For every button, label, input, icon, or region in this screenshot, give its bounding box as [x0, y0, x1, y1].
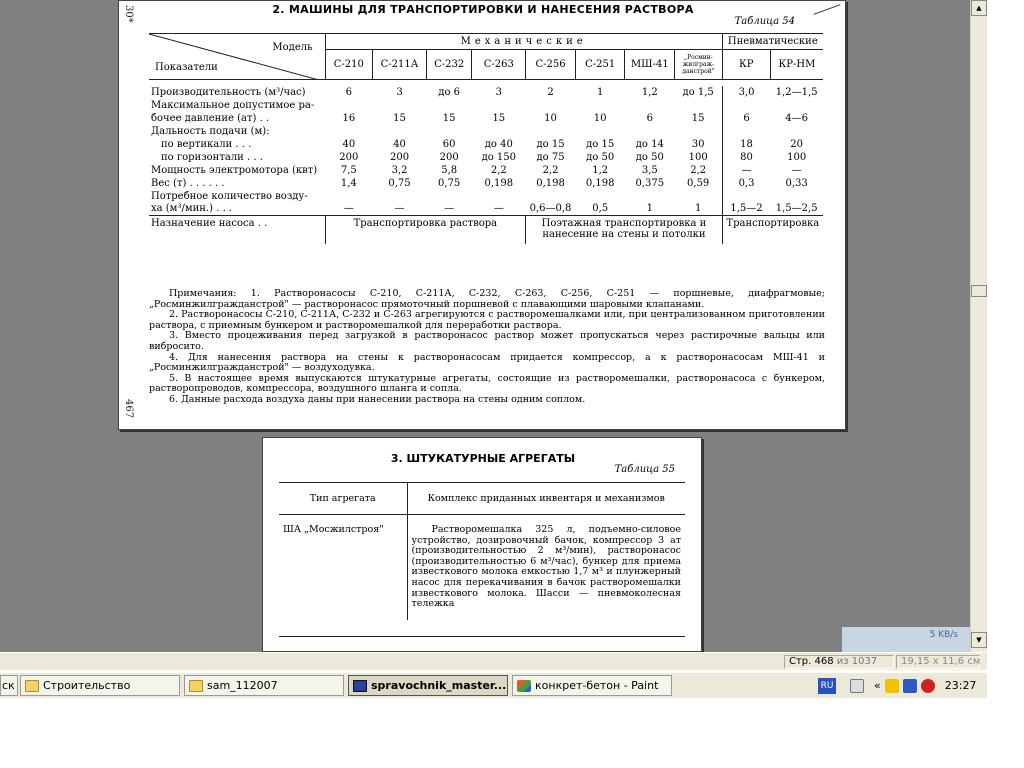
cell-value: 1,2—1,5 — [775, 86, 818, 98]
scroll-down-button[interactable]: ▼ — [971, 632, 987, 648]
table-row — [149, 151, 823, 164]
taskbar-item-spravochnik[interactable] — [348, 675, 508, 696]
cell-value: 1,4 — [340, 177, 357, 189]
row-label: по горизонтали . . . — [161, 151, 263, 163]
cell-value: 3,2 — [391, 164, 408, 176]
row-label: Дальность подачи (м): — [151, 125, 270, 137]
taskbar-item-label: ск — [2, 679, 15, 692]
cell-value — [675, 190, 723, 203]
table-row — [149, 190, 823, 203]
aggregate-description: Растворомешалка 325 л, подъемно-силовое устройство, дозировочный бачок, компрессор 3 ат (производительностью 2 м³/мин), растворонасос (производительностью 6 м³/час), бункер для приема известкового молока емкостью 1,7 м³ и плунжерный насос для перекачивания в бачок растворомешалки известкового молока. Шасси — пневмоколесная тележка — [407, 515, 685, 620]
power-icon[interactable] — [885, 679, 899, 693]
table-caption: Таблица 54 — [734, 16, 795, 27]
cell-value — [472, 125, 526, 138]
table-row — [149, 203, 823, 216]
cell-value — [526, 125, 576, 138]
cell-value: 2,2 — [542, 164, 559, 176]
row-label: бочее давление (ат) . . — [151, 112, 270, 124]
cell-value — [722, 190, 770, 203]
cell-value: 0,75 — [388, 177, 411, 189]
cell-value — [675, 125, 723, 138]
cell-value: 4—6 — [785, 112, 809, 124]
header-model: С-210 — [325, 50, 373, 80]
table-row — [149, 164, 823, 177]
cell-value: до 15 — [536, 138, 565, 150]
header-model: С-263 — [472, 50, 526, 80]
header-model: С-211А — [373, 50, 427, 80]
cell-value: 200 — [439, 151, 459, 163]
page-side-mark-bottom: 467 — [123, 399, 134, 419]
cell-value: 1 — [646, 203, 653, 215]
cell-value — [625, 190, 675, 203]
cell-value: 200 — [389, 151, 410, 163]
section-title: 2. МАШИНЫ ДЛЯ ТРАНСПОРТИРОВКИ И НАНЕСЕНИЯ РАСТВОРА — [272, 3, 694, 16]
taskbar-item-sam[interactable] — [184, 675, 344, 696]
header-model: С-232 — [426, 50, 472, 80]
header-model: МШ-41 — [625, 50, 675, 80]
cell-value: 20 — [790, 138, 804, 150]
cell-value: — — [722, 164, 770, 177]
cell-value: 3 — [396, 86, 403, 98]
cell-value: 1 — [596, 86, 604, 98]
cell-value: — — [791, 164, 802, 176]
cell-value: 0,198 — [536, 177, 565, 189]
cell-value — [722, 99, 770, 112]
table-caption: Таблица 55 — [614, 464, 675, 475]
table-row — [149, 86, 823, 99]
cell-value: 10 — [544, 112, 557, 124]
cell-value — [426, 190, 472, 203]
page-total: из 1037 — [836, 656, 878, 667]
row-label: Максимальное допустимое ра- — [151, 99, 315, 111]
cell-value: 100 — [787, 151, 807, 163]
cell-value — [575, 125, 625, 138]
column-header: Тип агрегата — [279, 483, 407, 515]
page-side-mark-top: 30* — [123, 5, 134, 23]
cell-value: 2,2 — [690, 164, 707, 176]
cell-value: 0,33 — [785, 177, 808, 189]
cell-value: до 1,5 — [682, 86, 714, 98]
cell-value: 15 — [393, 112, 406, 124]
section-title: 3. ШТУКАТУРНЫЕ АГРЕГАТЫ — [390, 452, 576, 465]
cell-value — [426, 99, 472, 112]
cell-value — [426, 125, 472, 138]
taskbar — [0, 672, 987, 698]
cell-value — [373, 125, 427, 138]
cell-value: 0,59 — [687, 177, 710, 189]
page-current: Стр. 468 — [789, 656, 834, 667]
cell-value — [472, 190, 526, 203]
cell-value: до 150 — [481, 151, 517, 163]
cell-value: 60 — [442, 138, 456, 150]
vertical-scrollbar[interactable] — [970, 0, 987, 652]
language-indicator[interactable]: RU — [818, 678, 836, 694]
cell-value — [526, 99, 576, 112]
note-paragraph: 5. В настоящее время выпускаются штукатурные агрегаты, состоящие из растворомешалки, растворонасоса с бункером, растворопроводов, компрессора, воздушного шланга и сопла. — [149, 372, 825, 395]
cell-value: 2,2 — [490, 164, 507, 176]
cell-value: 1 — [694, 203, 702, 215]
cell-value: 15 — [442, 112, 456, 124]
cell-value — [325, 190, 373, 203]
row-label: Мощность электромотора (квт) — [151, 164, 318, 176]
status-bar — [0, 652, 987, 670]
cell-value — [325, 125, 373, 138]
desktop-background — [987, 0, 1024, 698]
cell-value: — — [394, 203, 405, 215]
cell-value: — — [444, 203, 455, 215]
cell-value: 0,198 — [484, 177, 514, 189]
cell-value — [675, 99, 723, 112]
purpose-cell: Транспортировка раствора — [325, 216, 526, 244]
aggregate-type: ША „Мосжилстроя" — [283, 524, 384, 535]
cell-value — [472, 99, 526, 112]
cell-value: 15 — [492, 112, 506, 124]
purpose-cell: Транспортировка — [722, 216, 823, 244]
cell-value: до 14 — [635, 138, 664, 150]
cell-value: — — [493, 203, 504, 215]
header-model-label: Модель — [272, 42, 313, 53]
header-group-mechanical: Механические — [325, 34, 722, 50]
page-indicator[interactable] — [784, 655, 894, 669]
keyboard-icon[interactable] — [850, 679, 864, 693]
cell-value: 3,0 — [722, 86, 770, 99]
header-model: „Росмин-жилграж-данстрой" — [675, 50, 723, 80]
cell-value: 15 — [691, 112, 705, 124]
header-indicators-label: Показатели — [155, 62, 218, 73]
note-paragraph: 6. Данные расхода воздуха даны при нанесении раствора на стены одним соплом. — [169, 393, 586, 405]
table-divider — [279, 636, 685, 637]
cell-value: до 40 — [484, 138, 513, 150]
cell-value: 80 — [722, 151, 770, 164]
taskbar-item-label: sam_112007 — [207, 679, 278, 692]
paint-icon — [517, 680, 531, 692]
scroll-up-button[interactable]: ▲ — [971, 0, 987, 16]
cell-value: до 50 — [586, 151, 615, 163]
folder-icon — [25, 680, 39, 692]
show-hidden-icons-button[interactable]: « — [874, 679, 881, 692]
cell-value — [373, 190, 427, 203]
page-size: 19,15 x 11,6 см — [896, 655, 980, 669]
cell-value: 3,5 — [641, 164, 658, 176]
network-meter — [842, 627, 970, 652]
column-header: Комплекс приданных инвентаря и механизмов — [407, 483, 685, 515]
machines-table — [149, 33, 823, 244]
cell-value — [625, 99, 675, 112]
cell-value: 3 — [495, 86, 502, 98]
cell-value — [526, 190, 576, 203]
table-row — [149, 125, 823, 138]
cell-value: 200 — [339, 151, 359, 163]
cell-value: 1,2 — [641, 86, 658, 98]
network-graph — [848, 645, 948, 652]
table-row — [149, 138, 823, 151]
cell-value: 1,5—2,5 — [775, 203, 818, 215]
cell-value: 16 — [342, 112, 356, 124]
cell-value: 0,5 — [592, 203, 609, 215]
cell-value: 18 — [722, 138, 770, 151]
diagonal-line — [149, 34, 319, 80]
aggregates-table — [279, 482, 685, 620]
desktop-background — [0, 698, 1024, 768]
header-model: С-251 — [575, 50, 625, 80]
cell-value: до 50 — [635, 151, 664, 163]
purpose-cell: Поэтажная транспортировка и нанесение на стены и потолки — [526, 216, 723, 244]
cell-value: 0,198 — [585, 177, 615, 189]
cell-value: 6 — [722, 112, 770, 125]
clock[interactable]: 23:27 — [944, 679, 977, 692]
cell-value: — — [343, 203, 354, 215]
cell-value: 40 — [393, 138, 406, 150]
header-model: КР — [722, 50, 770, 80]
taskbar-item-label: spravochnik_master... — [371, 679, 507, 692]
table-body — [149, 80, 823, 244]
cell-value: 30 — [691, 138, 705, 150]
cell-value: 1,5—2 — [722, 203, 770, 216]
cell-value — [575, 99, 625, 112]
cell-value — [770, 99, 823, 112]
network-rate: 5 KB/s — [929, 630, 958, 640]
notes — [149, 289, 825, 406]
table-row — [149, 177, 823, 190]
purpose-row — [149, 216, 823, 244]
cell-value: 10 — [593, 112, 607, 124]
header-corner — [149, 34, 325, 80]
cell-value: 1,2 — [592, 164, 609, 176]
cell-value — [770, 125, 823, 138]
cell-value — [325, 99, 373, 112]
cell-value: 6 — [345, 86, 353, 98]
row-label: Производительность (м³/час) — [151, 86, 306, 98]
document-page-1 — [118, 0, 846, 430]
cell-value: 0,75 — [438, 177, 461, 189]
taskbar-item-label: конкрет-бетон - Paint — [535, 679, 659, 692]
note-paragraph: Примечания: 1. Растворонасосы С-210, С-211А, С-232, С-263, С-256, С-251 — поршневые, диафрагмовые; „Росминжилгражданстрой" — растворонасос прямоточный поршневой с плавающими шаровыми клапанами. — [149, 288, 825, 310]
header-model: С-256 — [526, 50, 576, 80]
warning-icon[interactable] — [903, 679, 917, 693]
note-paragraph: 3. Вместо процеживания перед загрузкой в растворонасос раствор может пропускаться через растирочные вальцы или вибросито. — [149, 330, 825, 352]
cell-value: 0,375 — [635, 177, 665, 189]
cell-value: до 6 — [438, 86, 461, 98]
table-row — [149, 99, 823, 112]
cell-value: 0,3 — [722, 177, 770, 190]
row-label: ха (м³/мин.) . . . — [151, 203, 233, 215]
table-row — [149, 112, 823, 125]
taskbar-item-label: Строительство — [43, 679, 131, 692]
cell-value — [770, 190, 823, 203]
cell-value — [722, 125, 770, 138]
note-paragraph: 4. Для нанесения раствора на стены к растворонасосам придается компрессор, а к растворонасосам МШ-41 и „Росминжилгражданстрой" — воздуходувка. — [149, 351, 825, 374]
taskbar-item-construction[interactable] — [20, 675, 180, 696]
row-label: Назначение насоса . . — [149, 216, 325, 244]
cell-value — [575, 190, 625, 203]
cell-value — [625, 125, 675, 138]
cell-value: до 75 — [536, 151, 565, 163]
cell-value: до 15 — [586, 138, 615, 150]
folder-icon — [189, 680, 203, 692]
row-label: по вертикали . . . — [161, 138, 252, 150]
document-page-2 — [262, 437, 702, 652]
taskbar-item-start[interactable] — [0, 675, 18, 696]
cell-value: 40 — [342, 138, 356, 150]
scroll-thumb[interactable] — [971, 285, 987, 297]
note-paragraph: 2. Растворонасосы С-210, С-211А, С-232 и С-263 агрегируются с растворомешалками или, при централизованном приготовлении раствора, с приемным бункером и растворомешалкой для переработки раствора. — [149, 309, 825, 331]
system-tray — [814, 675, 987, 696]
antivirus-icon[interactable] — [921, 679, 935, 693]
cell-value: 100 — [688, 151, 708, 163]
cell-value: 6 — [646, 112, 653, 124]
row-label: Потребное количество возду- — [151, 190, 308, 202]
cell-value: 2 — [547, 86, 554, 98]
document-viewer-icon — [353, 680, 367, 692]
cell-value: 0,6—0,8 — [529, 203, 572, 215]
cell-value: 5,8 — [441, 164, 458, 176]
cell-value: 7,5 — [340, 164, 357, 176]
row-label: Вес (т) . . . . . . — [151, 177, 225, 189]
taskbar-item-paint[interactable] — [512, 675, 672, 696]
header-model: КР-НМ — [770, 50, 823, 80]
table-row — [279, 515, 685, 620]
cell-value — [373, 99, 427, 112]
header-group-pneumatic: Пневматические — [722, 34, 823, 50]
